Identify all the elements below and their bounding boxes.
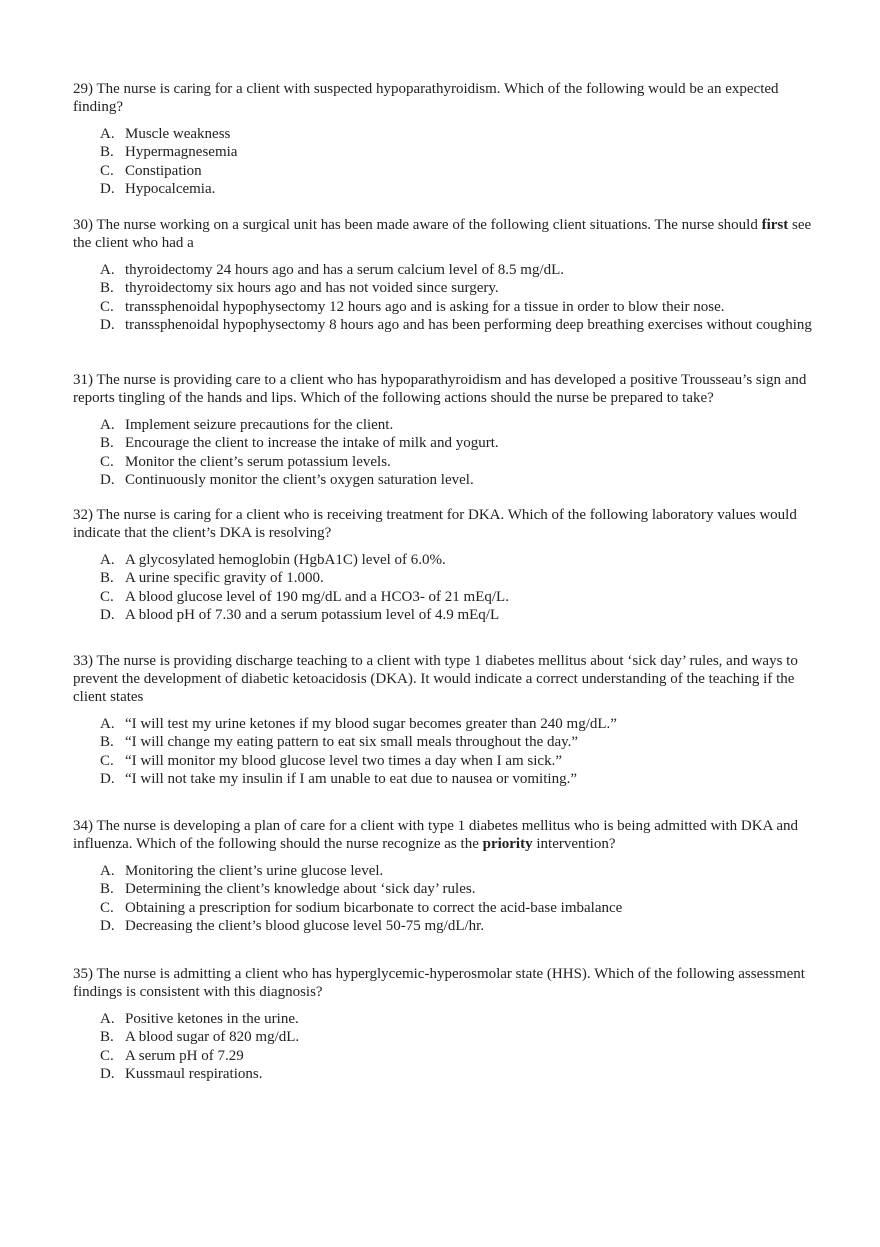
- answer-option: [73, 261, 818, 279]
- answer-option: [73, 416, 818, 434]
- option-letter: C.: [100, 899, 114, 916]
- question-number: 35): [73, 966, 93, 982]
- option-letter: D.: [100, 1065, 115, 1082]
- answer-option: [73, 862, 818, 880]
- answer-option: [73, 143, 818, 161]
- option-text: A glycosylated hemoglobin (HgbA1C) level of 6.0%.: [125, 552, 446, 568]
- question-number: 33): [73, 653, 93, 669]
- option-letter: A.: [100, 126, 115, 142]
- answer-options: [73, 551, 818, 624]
- answer-option: [73, 733, 818, 751]
- answer-option: [73, 471, 818, 489]
- option-letter: B.: [100, 1029, 114, 1046]
- option-letter: C.: [100, 588, 114, 605]
- option-letter: D.: [100, 180, 115, 197]
- stem-text: The nurse is caring for a client who is receiving treatment for DKA. Which of the following laboratory values would indicate that the client’s DKA is resolving?: [73, 507, 797, 541]
- question-33: [73, 652, 818, 788]
- answer-option: [73, 1010, 818, 1028]
- answer-option: [73, 316, 818, 334]
- option-letter: B.: [100, 570, 114, 587]
- option-letter: D.: [100, 917, 115, 934]
- option-text: A blood sugar of 820 mg/dL.: [125, 1029, 300, 1046]
- option-letter: C.: [100, 752, 114, 769]
- stem-text: The nurse is caring for a client with suspected hypoparathyroidism. Which of the following would be an expected finding?: [73, 81, 779, 115]
- option-letter: A.: [100, 552, 115, 568]
- option-letter: A.: [100, 716, 115, 732]
- option-text: Obtaining a prescription for sodium bicarbonate to correct the acid-base imbalance: [125, 899, 623, 916]
- answer-option: [73, 279, 818, 297]
- answer-option: [73, 588, 818, 606]
- answer-option: [73, 917, 818, 935]
- option-text: Monitoring the client’s urine glucose level.: [125, 863, 384, 879]
- question-number: 32): [73, 507, 93, 523]
- option-text: Encourage the client to increase the intake of milk and yogurt.: [125, 435, 499, 452]
- option-letter: A.: [100, 417, 115, 433]
- question-stem: [73, 80, 818, 116]
- option-text: Monitor the client’s serum potassium levels.: [125, 453, 391, 470]
- stem-emphasis: priority: [482, 836, 533, 852]
- stem-text: The nurse is providing care to a client who has hypoparathyroidism and has developed a positive Trousseau’s sign and reports tingling of the hands and lips. Which of the following actions should the nurse be prepared to take?: [73, 372, 807, 406]
- question-stem: [73, 506, 818, 542]
- option-letter: B.: [100, 734, 114, 751]
- answer-options: [73, 416, 818, 489]
- answer-option: [73, 125, 818, 143]
- option-text: “I will not take my insulin if I am unable to eat due to nausea or vomiting.”: [125, 770, 577, 787]
- question-number: 34): [73, 818, 93, 834]
- option-text: A serum pH of 7.29: [125, 1047, 244, 1064]
- option-text: Positive ketones in the urine.: [125, 1011, 299, 1027]
- stem-text: The nurse working on a surgical unit has been made aware of the following client situations. The nurse should: [96, 217, 762, 233]
- option-text: Muscle weakness: [125, 126, 231, 142]
- option-letter: B.: [100, 280, 114, 297]
- option-letter: D.: [100, 606, 115, 623]
- answer-options: [73, 1010, 818, 1083]
- option-text: transsphenoidal hypophysectomy 12 hours ago and is asking for a tissue in order to blow their nose.: [125, 298, 725, 315]
- option-letter: A.: [100, 1011, 115, 1027]
- stem-emphasis: first: [761, 217, 789, 233]
- option-text: “I will change my eating pattern to eat six small meals throughout the day.”: [125, 734, 579, 751]
- answer-option: [73, 180, 818, 198]
- answer-option: [73, 453, 818, 471]
- option-text: A urine specific gravity of 1.000.: [125, 570, 324, 587]
- stem-text: The nurse is developing a plan of care for a client with type 1 diabetes mellitus who is being admitted with DKA and influenza. Which of the following should the nurse recognize as the: [73, 818, 798, 852]
- answer-option: [73, 1065, 818, 1083]
- option-text: thyroidectomy six hours ago and has not voided since surgery.: [125, 280, 499, 297]
- option-text: Constipation: [125, 162, 202, 179]
- option-text: Hypermagnesemia: [125, 144, 238, 161]
- answer-option: [73, 880, 818, 898]
- option-letter: D.: [100, 770, 115, 787]
- option-letter: C.: [100, 298, 114, 315]
- option-text: Hypocalcemia.: [125, 180, 216, 197]
- answer-option: [73, 715, 818, 733]
- question-34: [73, 817, 818, 935]
- answer-option: [73, 434, 818, 452]
- answer-option: [73, 162, 818, 180]
- question-29: [73, 80, 818, 198]
- answer-option: [73, 899, 818, 917]
- answer-option: [73, 1047, 818, 1065]
- option-letter: C.: [100, 453, 114, 470]
- option-text: Kussmaul respirations.: [125, 1065, 263, 1082]
- answer-option: [73, 606, 818, 624]
- option-letter: A.: [100, 262, 115, 278]
- question-number: 30): [73, 217, 93, 233]
- option-text: “I will monitor my blood glucose level two times a day when I am sick.”: [125, 752, 562, 769]
- answer-option: [73, 770, 818, 788]
- question-35: [73, 965, 818, 1083]
- option-text: A blood pH of 7.30 and a serum potassium level of 4.9 mEq/L: [125, 606, 500, 623]
- option-letter: B.: [100, 881, 114, 898]
- question-32: [73, 506, 818, 624]
- question-30: [73, 216, 818, 334]
- answer-option: [73, 569, 818, 587]
- answer-options: [73, 862, 818, 935]
- option-letter: B.: [100, 435, 114, 452]
- option-letter: A.: [100, 863, 115, 879]
- option-letter: B.: [100, 144, 114, 161]
- option-letter: C.: [100, 1047, 114, 1064]
- option-text: “I will test my urine ketones if my blood sugar becomes greater than 240 mg/dL.”: [125, 716, 617, 732]
- question-number: 31): [73, 372, 93, 388]
- stem-text: see the client who had a: [73, 217, 812, 251]
- answer-options: [73, 715, 818, 788]
- option-text: Continuously monitor the client’s oxygen saturation level.: [125, 471, 474, 488]
- option-text: Determining the client’s knowledge about ‘sick day’ rules.: [125, 881, 476, 898]
- question-stem: [73, 216, 818, 252]
- stem-text: The nurse is providing discharge teaching to a client with type 1 diabetes mellitus about ‘sick day’ rules, and ways to prevent the development of diabetic ketoacidosis (DKA). It would indicate a correct understanding of the teaching if the client states: [73, 653, 798, 705]
- answer-option: [73, 1028, 818, 1046]
- answer-options: [73, 261, 818, 334]
- answer-option: [73, 551, 818, 569]
- stem-text: The nurse is admitting a client who has hyperglycemic-hyperosmolar state (HHS). Which of the following assessment findings is consistent with this diagnosis?: [73, 966, 805, 1000]
- question-number: 29): [73, 81, 93, 97]
- option-text: transsphenoidal hypophysectomy 8 hours ago and has been performing deep breathing exercises without coughing: [125, 316, 812, 333]
- option-text: Decreasing the client’s blood glucose level 50-75 mg/dL/hr.: [125, 917, 485, 934]
- option-text: thyroidectomy 24 hours ago and has a serum calcium level of 8.5 mg/dL.: [125, 262, 565, 278]
- option-letter: D.: [100, 471, 115, 488]
- answer-option: [73, 298, 818, 316]
- answer-option: [73, 752, 818, 770]
- option-letter: D.: [100, 316, 115, 333]
- question-stem: [73, 652, 818, 706]
- option-text: Implement seizure precautions for the client.: [125, 417, 394, 433]
- option-letter: C.: [100, 162, 114, 179]
- stem-text: intervention?: [532, 836, 616, 852]
- question-stem: [73, 371, 818, 407]
- question-31: [73, 371, 818, 489]
- question-stem: [73, 817, 818, 853]
- answer-options: [73, 125, 818, 198]
- question-stem: [73, 965, 818, 1001]
- option-text: A blood glucose level of 190 mg/dL and a HCO3- of 21 mEq/L.: [125, 588, 509, 605]
